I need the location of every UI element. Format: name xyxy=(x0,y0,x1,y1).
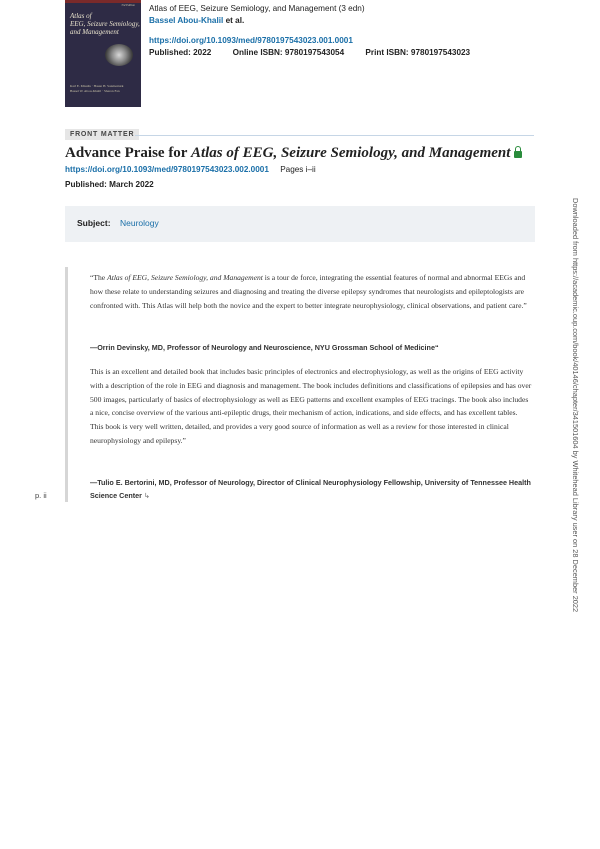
cover-title xyxy=(70,12,140,36)
book-publication-info xyxy=(149,47,489,59)
cover-title-line: Atlas of xyxy=(70,12,92,20)
quote-attribution-text: —Tulio E. Bertorini, MD, Professor of Neurology, Director of Clinical Neurophysiology Fellowship, University of Tennessee Health Science Center xyxy=(90,478,531,500)
et-al: et al. xyxy=(225,16,245,25)
book-published: Published: 2022 xyxy=(149,48,212,57)
book-author-line xyxy=(149,15,489,27)
open-access-lock-icon xyxy=(514,151,522,158)
quote-book-title: Atlas of EEG, Seizure Semiology, and Management xyxy=(107,273,263,282)
return-arrow-icon[interactable]: ↳ xyxy=(143,491,150,500)
divider xyxy=(135,135,534,136)
quote-text xyxy=(90,271,532,312)
quote-rest: is a tour de force, integrating the essential features of normal and abnormal EEGs and how these relate to understanding seizures and diagnosing and treating the diverse epilepsy syndromes that neurologists and epileptologists are confronted with. This Atlas will help both the novice and the expert to better integrate neurophysiology, clinical observations, and patient care.” xyxy=(90,273,527,310)
praise-quotes xyxy=(65,267,538,502)
chapter-published: Published: March 2022 xyxy=(65,180,154,189)
quote-attribution: —Orrin Devinsky, MD, Professor of Neurology and Neuroscience, NYU Grossman School of Medicine“ xyxy=(90,343,439,352)
subject-box xyxy=(65,206,535,242)
book-metadata xyxy=(149,3,489,59)
cover-authors-line: Karl E. Misulis · Hasan H. Sonmezturk xyxy=(70,84,124,88)
cover-title-line: EEG, Seizure Semiology, xyxy=(70,20,140,28)
cover-authors-line: Bassel W. Abou-Khalil · Sharon Fan xyxy=(70,89,120,93)
book-doi-link[interactable]: https://doi.org/10.1093/med/9780197543023.001.0001 xyxy=(149,36,353,45)
subject-label: Subject: xyxy=(77,218,111,228)
book-author-link[interactable]: Bassel Abou-Khalil xyxy=(149,16,224,25)
chapter-title xyxy=(65,145,522,162)
print-isbn: Print ISBN: 9780197543023 xyxy=(365,48,471,57)
cover-authors xyxy=(70,84,124,94)
section-badge: FRONT MATTER xyxy=(65,129,139,140)
chapter-doi-row xyxy=(65,165,316,174)
chapter-doi-link[interactable]: https://doi.org/10.1093/med/9780197543023.002.0001 xyxy=(65,165,269,174)
quote-attribution xyxy=(90,476,532,502)
chapter-title-prefix: Advance Praise for xyxy=(65,145,188,161)
page-marker: p. ii xyxy=(35,491,47,500)
book-cover[interactable] xyxy=(65,0,141,107)
cover-edition: 3rd Edition xyxy=(121,3,135,7)
online-isbn: Online ISBN: 9780197543054 xyxy=(232,48,345,57)
brain-image xyxy=(105,44,133,66)
book-title[interactable]: Atlas of EEG, Seizure Semiology, and Management (3 edn) xyxy=(149,4,365,13)
download-watermark: Downloaded from https://academic.oup.com/book/40146/chapter/341501604 by Whitehead Library user on 28 December 2022 xyxy=(571,198,580,613)
chapter-title-italic: Atlas of EEG, Seizure Semiology, and Management xyxy=(190,145,511,161)
chapter-pages: Pages i–ii xyxy=(280,165,316,174)
subject-link-neurology[interactable]: Neurology xyxy=(120,218,159,228)
quote-open: “The xyxy=(90,273,108,282)
quote-text: This is an excellent and detailed book that includes basic principles of electronics and electrophysiology, as well as the origins of EEG activity with a description of the role in EEG and diagnosis and management. The book includes definitions and classifications of epilepsies and has over 500 images, particularly of basics of electrophysiology as well as EEG patterns and excellent examples of EEG tracings. The book also includes a nice, concise overview of the various anti-epileptic drugs, their mechanism of action, indications, and side effects, and has excellent tables. This book is very well written, detailed, and provides a very good source of information as well as a review for those interested in clinical neurophysiology and epilepsy.” xyxy=(90,367,532,445)
cover-title-line: and Management xyxy=(70,28,119,36)
